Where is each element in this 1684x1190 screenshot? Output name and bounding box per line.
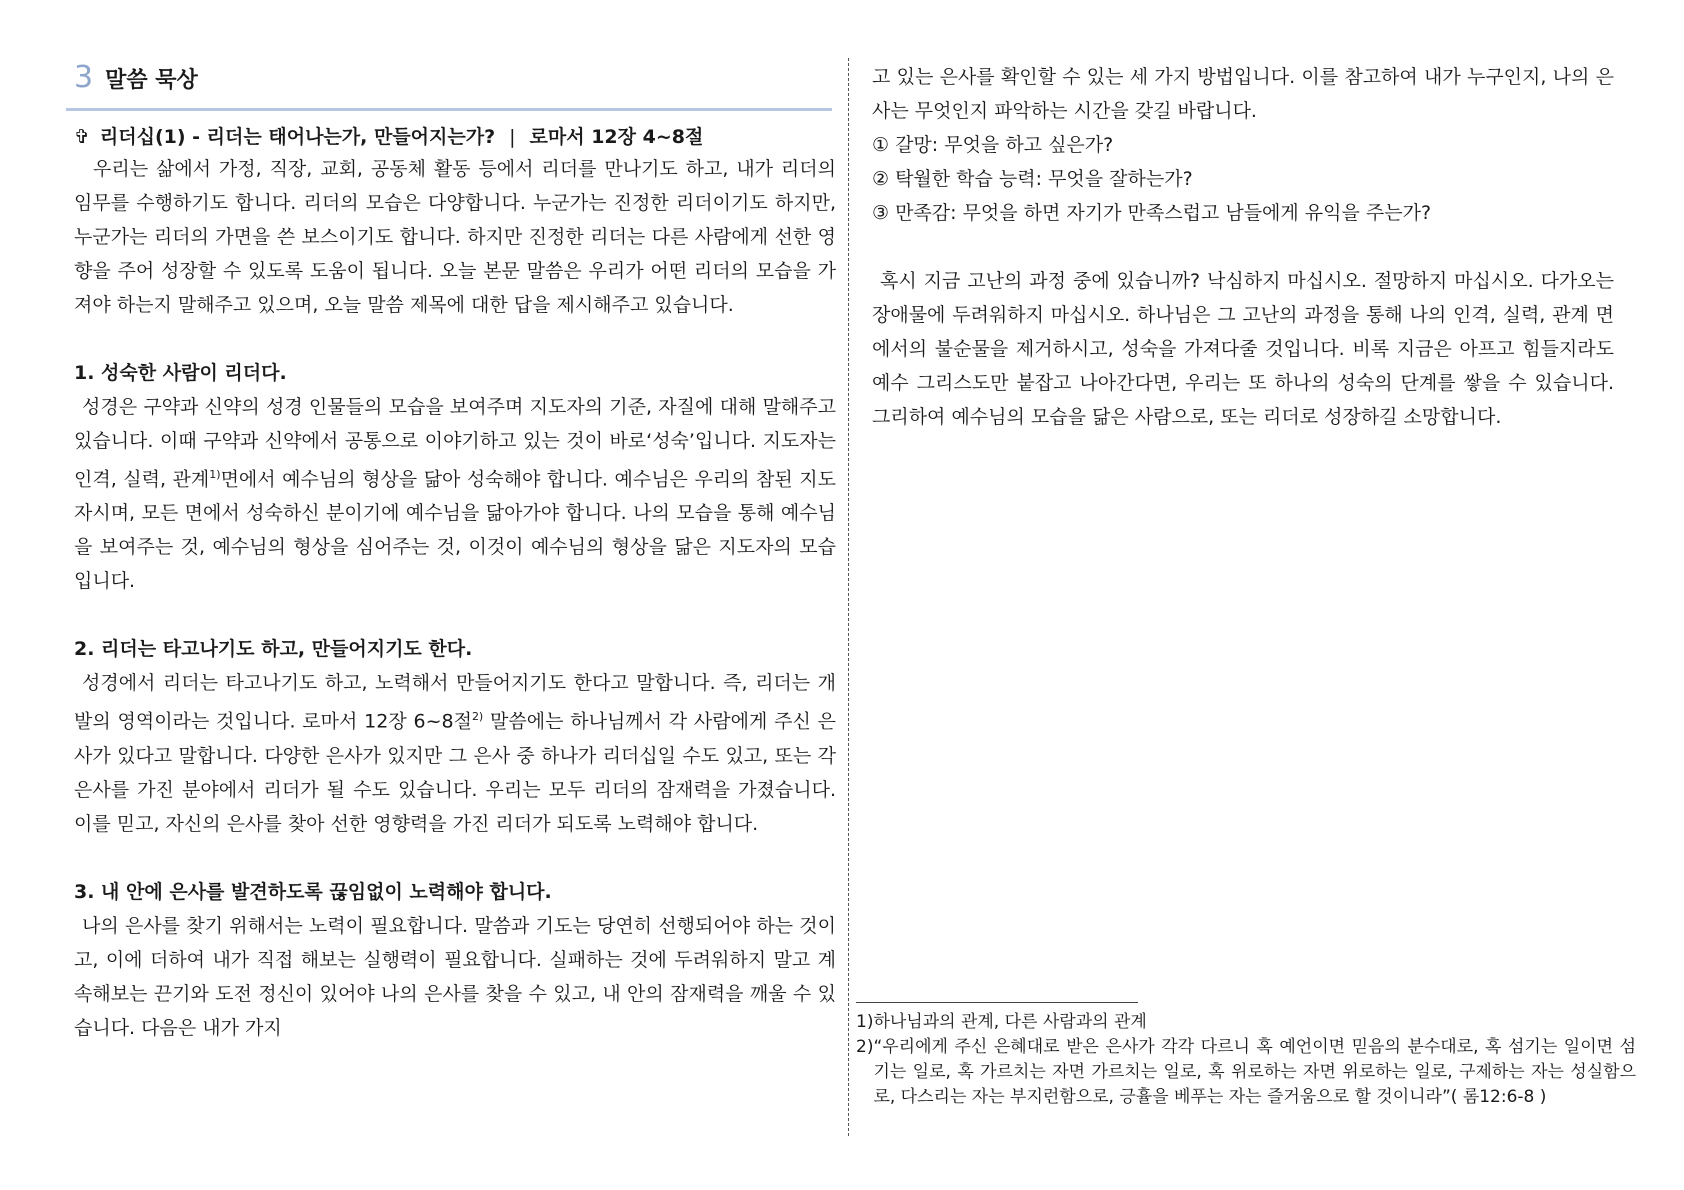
- section-header: [74, 60, 836, 104]
- left-column: [74, 60, 836, 1045]
- footnote-1: [856, 1010, 1636, 1035]
- footnote-text: 하나님과의 관계, 다른 사람과의 관계: [873, 1012, 1147, 1032]
- footnote-ref-1: 1): [209, 468, 221, 481]
- gift-method-1: ① 갈망: 무엇을 하고 싶은가?: [872, 134, 1114, 156]
- footnote-2: [856, 1035, 1636, 1110]
- point-1-text-b: 면에서 예수님의 형상을 닮아 성숙해야 합니다. 예수님은 우리의 참된 지도자시며, 모든 면에서 성숙하신 분이기에 예수님을 닮아가야 합니다. 나의 모습을 통해 예수님을 보여주는 것, 예수님의 형상을 심어주는 것, 이것이 예수님의 형상을 닮은 지도자의 모습입니다.: [74, 468, 836, 593]
- footnote-number: 1): [856, 1012, 874, 1032]
- gift-method-3: ③ 만족감: 무엇을 하면 자기가 만족스럽고 남들에게 유익을 주는가?: [872, 202, 1432, 224]
- point-3-paragraph: 나의 은사를 찾기 위해서는 노력이 필요합니다. 말씀과 기도는 당연히 선행되어야 하는 것이고, 이에 더하여 내가 직접 해보는 실행력이 필요합니다. 실패하는 것에 두려워하지 말고 계속해보는 끈기와 도전 정신이 있어야 나의 은사를 찾을 수 있고, 내 안의 잠재력을 깨울 수 있습니다. 다음은 내가 가지: [74, 914, 836, 1039]
- spacer: [74, 598, 836, 632]
- sermon-title-line: [74, 122, 836, 152]
- cross-icon: ✞: [74, 126, 90, 148]
- footnote-ref-2: 2): [471, 710, 484, 724]
- spacer: [74, 841, 836, 875]
- point-2-paragraph: [74, 666, 836, 840]
- gift-method-2: ② 탁월한 학습 능력: 무엇을 잘하는가?: [872, 168, 1193, 190]
- footnote-rule: [856, 1002, 1138, 1003]
- closing-paragraph: 혹시 지금 고난의 과정 중에 있습니까? 낙심하지 마십시오. 절망하지 마십시오. 다가오는 장애물에 두려워하지 마십시오. 하나님은 그 고난의 과정을 통해 나의 인격, 실력, 관계 면에서의 불순물을 제거하시고, 성숙을 가져다줄 것입니다. 비록 지금은 아프고 힘들지라도 예수 그리스도만 붙잡고 나아간다면, 우리는 또 하나의 성숙의 단계를 쌓을 수 있습니다. 그리하여 예수님의 모습을 닮은 사람으로, 또는 리더로 성장하길 소망합니다.: [872, 270, 1614, 428]
- section-number: 3: [74, 60, 94, 95]
- footnote-number: 2): [856, 1037, 874, 1057]
- point-2-heading: 2. 리더는 타고나기도 하고, 만들어지기도 한다.: [74, 638, 473, 661]
- point-3-heading: 3. 내 안에 은사를 발견하도록 끊임없이 노력해야 합니다.: [74, 880, 552, 903]
- spacer: [872, 230, 1614, 264]
- title-separator: |: [509, 126, 516, 148]
- point-2-text-a: 성경에서 리더는 타고나기도 하고, 노력해서 만들어지기도 한다고 말합니다. 즉, 리더는 개발의 영역이라는 것입니다. 로마서 12장 6~8절: [74, 672, 836, 733]
- section-title: 말씀 묵상: [105, 68, 198, 93]
- point-1-paragraph: [74, 390, 836, 598]
- scripture-reference: 로마서 12장 4~8절: [529, 126, 704, 148]
- right-column: [872, 60, 1614, 434]
- footnotes: [856, 1010, 1636, 1110]
- point-1-heading: 1. 성숙한 사람이 리더다.: [74, 362, 287, 384]
- point-1-text-a: 성경은 구약과 신약의 성경 인물들의 모습을 보여주며 지도자의 기준, 자질에 대해 말해주고 있습니다. 이때 구약과 신약에서 공통으로 이야기하고 있는 것이 바로‘성숙’입니다. 지도자는 인격, 실력, 관계: [74, 396, 836, 491]
- footnote-text: “우리에게 주신 은혜대로 받은 은사가 각각 다르니 혹 예언이면 믿음의 분수대로, 혹 섬기는 일이면 섬기는 일로, 혹 가르치는 자면 가르치는 일로, 혹 위로하는 자면 위로하는 일로, 구제하는 자는 성실함으로, 다스리는 자는 부지런함으로, 긍휼을 베푸는 자는 즐거움으로 할 것이니라”( 롬12:6-8 ): [873, 1037, 1636, 1107]
- column-divider: [848, 58, 849, 1136]
- spacer: [74, 322, 836, 356]
- sermon-title: 리더십(1) - 리더는 태어나는가, 만들어지는가?: [99, 126, 496, 148]
- continued-paragraph: 고 있는 은사를 확인할 수 있는 세 가지 방법입니다. 이를 참고하여 내가 누구인지, 나의 은사는 무엇인지 파악하는 시간을 갖길 바랍니다.: [872, 66, 1614, 122]
- intro-paragraph: 우리는 삶에서 가정, 직장, 교회, 공동체 활동 등에서 리더를 만나기도 하고, 내가 리더의 임무를 수행하기도 합니다. 리더의 모습은 다양합니다. 누군가는 진정한 리더이기도 하지만, 누군가는 리더의 가면을 쓴 보스이기도 합니다. 하지만 진정한 리더는 다른 사람에게 선한 영향을 주어 성장할 수 있도록 도움이 됩니다. 오늘 본문 말씀은 우리가 어떤 리더의 모습을 가져야 하는지 말해주고 있으며, 오늘 말씀 제목에 대한 답을 제시해주고 있습니다.: [74, 158, 836, 316]
- point-2-text-b: 말씀에는 하나님께서 각 사람에게 주신 은사가 있다고 말합니다. 다양한 은사가 있지만 그 은사 중 하나가 리더십일 수도 있고, 또는 각 은사를 가진 분야에서 리더가 될 수도 있습니다. 우리는 모두 리더의 잠재력을 가졌습니다. 이를 믿고, 자신의 은사를 찾아 선한 영향력을 가진 리더가 되도록 노력해야 합니다.: [74, 710, 836, 835]
